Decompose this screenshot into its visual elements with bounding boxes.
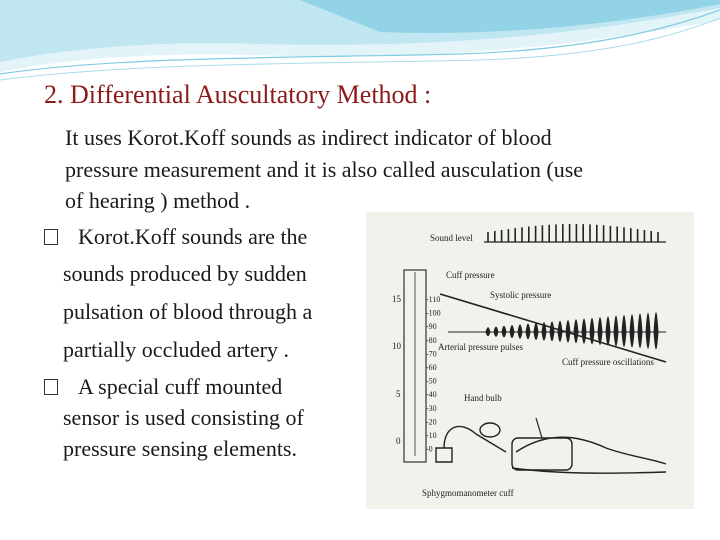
scale-tick-label: -0 bbox=[426, 444, 433, 454]
scale-tick-label: -40 bbox=[426, 390, 437, 400]
label-hand-bulb: Hand bulb bbox=[464, 393, 502, 403]
scale-tick-label: -80 bbox=[426, 335, 437, 345]
bullet-box-icon bbox=[44, 229, 58, 245]
scale-tick-label: -70 bbox=[426, 349, 437, 359]
scale-left-15: 15 bbox=[392, 294, 401, 304]
scale-tick-label: -10 bbox=[426, 431, 437, 440]
scale-tick-label: -100 bbox=[426, 308, 441, 318]
intro-line: of hearing ) method . bbox=[65, 188, 251, 213]
bullet-item bbox=[44, 218, 307, 256]
bullet-text: partially occluded artery . bbox=[63, 337, 290, 362]
scale-tick-label: -90 bbox=[426, 322, 437, 332]
scale-tick-label: -60 bbox=[426, 363, 437, 372]
bullet-text: pulsation of blood through a bbox=[63, 299, 313, 324]
label-sound-level: Sound level bbox=[430, 233, 473, 243]
scale-left-0: 0 bbox=[396, 436, 401, 446]
scale-tick-label: -50 bbox=[426, 376, 437, 386]
header-wave-banner bbox=[0, 0, 720, 90]
bullet-text: Korot.Koff sounds are the bbox=[78, 224, 308, 249]
bullet-text: pressure sensing elements. bbox=[63, 436, 297, 461]
sphygmomanometer-diagram bbox=[366, 212, 694, 509]
bullet-text: A special cuff mounted bbox=[78, 374, 283, 399]
intro-line: pressure measurement and it is also called ausculation (use bbox=[65, 156, 584, 182]
label-cuff-pressure: Cuff pressure bbox=[446, 270, 495, 280]
scale-tick-label: -110 bbox=[426, 295, 441, 304]
scale-tick-label: -30 bbox=[426, 403, 437, 413]
bullet-text: sensor is used consisting of bbox=[63, 405, 304, 430]
label-arterial-pulses: Arterial pressure pulses bbox=[438, 342, 523, 352]
slide-title: 2. Differential Auscultatory Method : bbox=[44, 80, 432, 109]
intro-line: It uses Korot.Koff sounds as indirect indicator of blood bbox=[65, 125, 552, 150]
label-cuff-oscillations: Cuff pressure oscillations bbox=[562, 357, 654, 367]
bullet-box-icon bbox=[44, 379, 58, 395]
scale-tick-label: -20 bbox=[426, 417, 437, 427]
label-cuff: Sphygmomanometer cuff bbox=[422, 488, 514, 498]
label-systolic-pressure: Systolic pressure bbox=[490, 290, 552, 300]
scale-left-5: 5 bbox=[396, 389, 401, 399]
bullet-text: sounds produced by sudden bbox=[63, 261, 307, 286]
scale-left-10: 10 bbox=[392, 341, 401, 351]
intro-paragraph bbox=[65, 122, 695, 217]
